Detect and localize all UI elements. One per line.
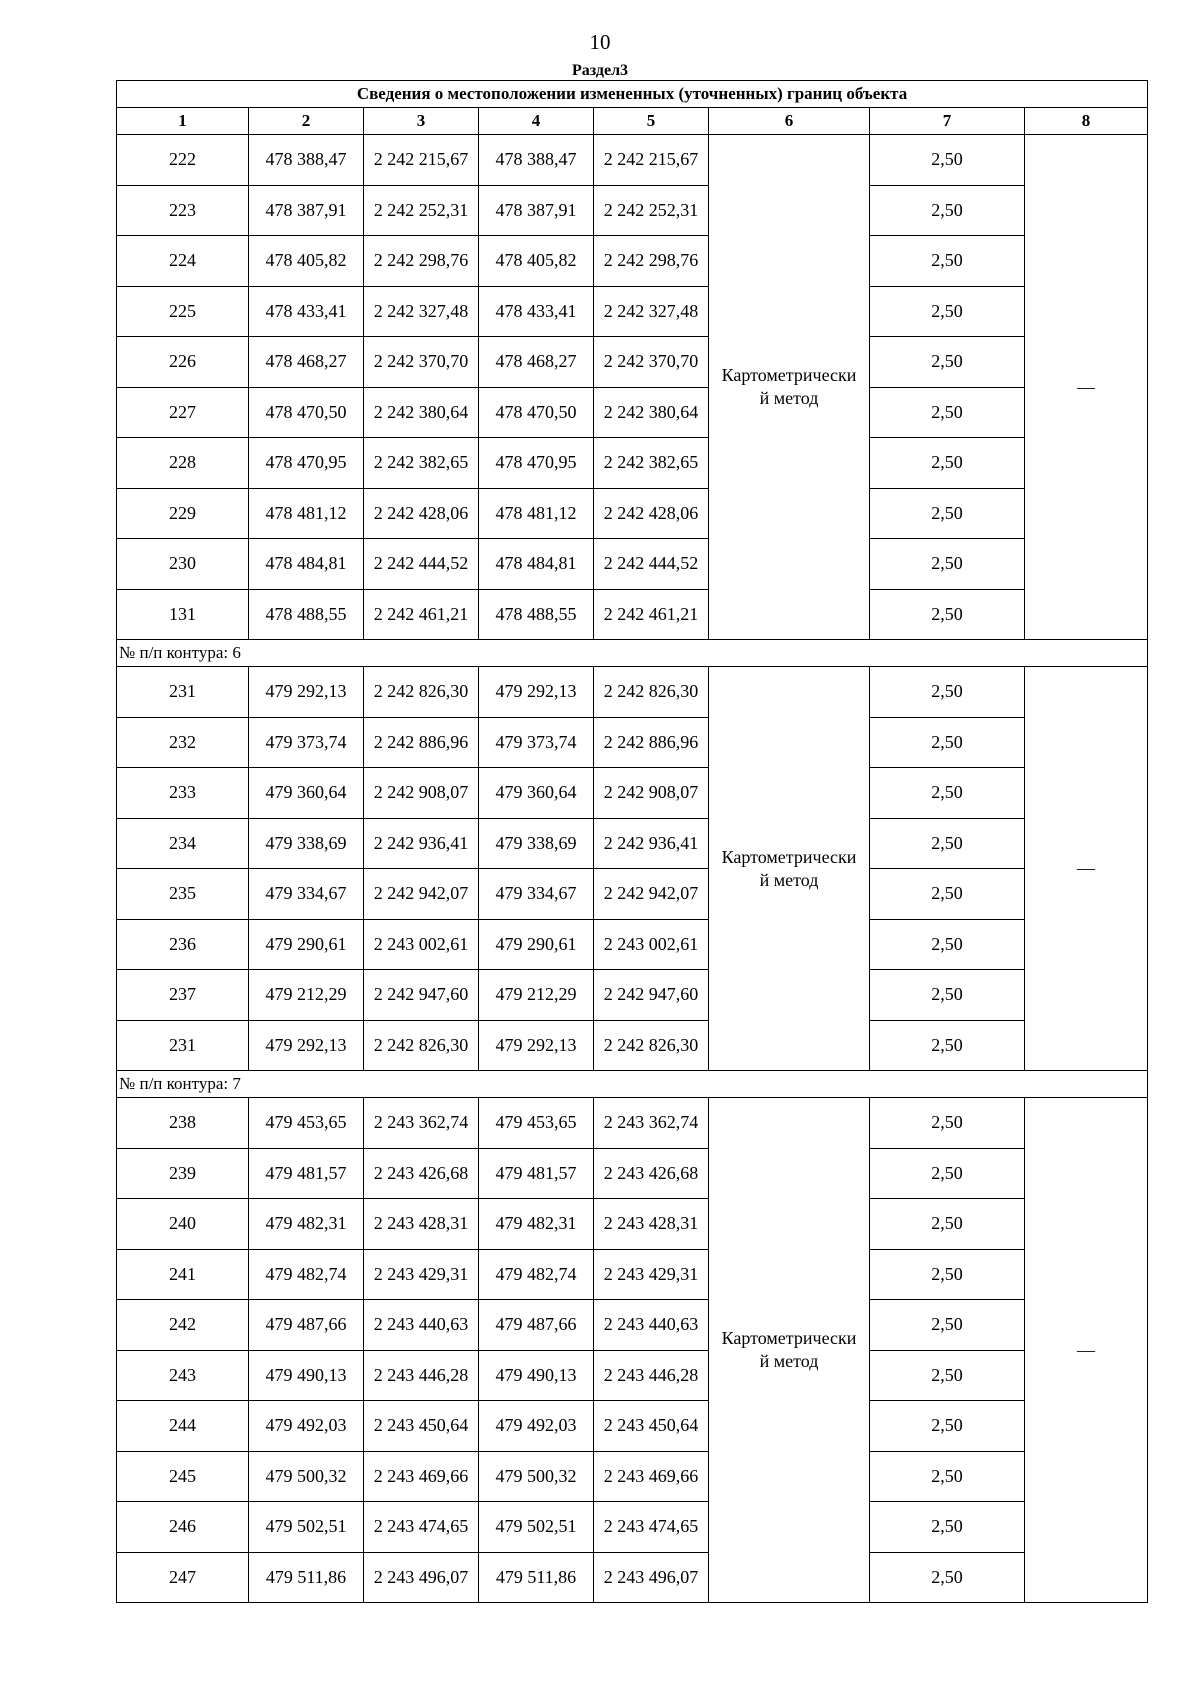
new-y-cell: 2 242 215,67 (594, 135, 709, 186)
existing-x-cell: 478 433,41 (249, 286, 364, 337)
existing-x-cell: 479 500,32 (249, 1451, 364, 1502)
existing-y-cell: 2 242 461,21 (364, 589, 479, 640)
accuracy-cell: 2,50 (870, 286, 1025, 337)
column-8-cell: — (1025, 667, 1148, 1071)
point-number-cell: 247 (117, 1552, 249, 1603)
new-x-cell: 478 405,82 (479, 236, 594, 287)
existing-x-cell: 479 334,67 (249, 869, 364, 920)
table-row (117, 1552, 1148, 1603)
new-x-cell: 479 338,69 (479, 818, 594, 869)
existing-y-cell: 2 243 474,65 (364, 1502, 479, 1553)
point-number-cell: 229 (117, 488, 249, 539)
new-x-cell: 479 292,13 (479, 667, 594, 718)
existing-y-cell: 2 243 469,66 (364, 1451, 479, 1502)
accuracy-cell: 2,50 (870, 236, 1025, 287)
point-number-cell: 234 (117, 818, 249, 869)
new-y-cell: 2 242 461,21 (594, 589, 709, 640)
table-row (117, 717, 1148, 768)
existing-x-cell: 479 212,29 (249, 970, 364, 1021)
table-row (117, 919, 1148, 970)
column-number: 7 (870, 108, 1025, 135)
point-number-cell: 241 (117, 1249, 249, 1300)
table-row (117, 1300, 1148, 1351)
existing-x-cell: 479 482,74 (249, 1249, 364, 1300)
section-title: Раздел3 (571, 62, 629, 79)
method-text-line: й метод (759, 388, 819, 408)
existing-y-cell: 2 242 936,41 (364, 818, 479, 869)
new-x-cell: 479 502,51 (479, 1502, 594, 1553)
method-cell (709, 1098, 870, 1603)
point-number-cell: 225 (117, 286, 249, 337)
new-y-cell: 2 242 252,31 (594, 185, 709, 236)
table-row (117, 1502, 1148, 1553)
existing-x-cell: 479 511,86 (249, 1552, 364, 1603)
existing-y-cell: 2 242 370,70 (364, 337, 479, 388)
new-x-cell: 478 433,41 (479, 286, 594, 337)
existing-x-cell: 478 470,95 (249, 438, 364, 489)
point-number-cell: 230 (117, 539, 249, 590)
table-row (117, 387, 1148, 438)
method-text-line: Картометрически (721, 365, 857, 385)
point-number-cell: 231 (117, 1020, 249, 1071)
table-row (117, 337, 1148, 388)
new-x-cell: 478 387,91 (479, 185, 594, 236)
existing-y-cell: 2 242 298,76 (364, 236, 479, 287)
existing-x-cell: 478 468,27 (249, 337, 364, 388)
method-text-line: й метод (759, 869, 819, 890)
new-y-cell: 2 242 370,70 (594, 337, 709, 388)
method-text-line: Картометрически (721, 1328, 857, 1348)
existing-x-cell: 479 373,74 (249, 717, 364, 768)
column-number: 6 (709, 108, 870, 135)
accuracy-cell: 2,50 (870, 185, 1025, 236)
accuracy-cell: 2,50 (870, 818, 1025, 869)
new-x-cell: 478 468,27 (479, 337, 594, 388)
table-row (117, 539, 1148, 590)
existing-y-cell: 2 243 446,28 (364, 1350, 479, 1401)
existing-y-cell: 2 242 380,64 (364, 387, 479, 438)
accuracy-cell: 2,50 (870, 438, 1025, 489)
new-x-cell: 479 453,65 (479, 1098, 594, 1149)
point-number-cell: 242 (117, 1300, 249, 1351)
existing-y-cell: 2 243 496,07 (364, 1552, 479, 1603)
accuracy-cell: 2,50 (870, 488, 1025, 539)
table-caption-row (117, 81, 1148, 108)
table-row (117, 135, 1148, 186)
existing-y-cell: 2 242 382,65 (364, 438, 479, 489)
point-number-cell: 239 (117, 1148, 249, 1199)
existing-y-cell: 2 243 362,74 (364, 1098, 479, 1149)
point-number-cell: 227 (117, 387, 249, 438)
existing-x-cell: 479 292,13 (249, 1020, 364, 1071)
new-y-cell: 2 242 327,48 (594, 286, 709, 337)
accuracy-cell: 2,50 (870, 768, 1025, 819)
existing-x-cell: 478 484,81 (249, 539, 364, 590)
table-row (117, 970, 1148, 1021)
existing-x-cell: 478 405,82 (249, 236, 364, 287)
new-x-cell: 479 482,31 (479, 1199, 594, 1250)
new-y-cell: 2 243 446,28 (594, 1350, 709, 1401)
new-x-cell: 478 470,50 (479, 387, 594, 438)
existing-x-cell: 479 502,51 (249, 1502, 364, 1553)
table-row (117, 1020, 1148, 1071)
new-x-cell: 479 290,61 (479, 919, 594, 970)
accuracy-cell: 2,50 (870, 1249, 1025, 1300)
existing-y-cell: 2 242 252,31 (364, 185, 479, 236)
existing-x-cell: 479 360,64 (249, 768, 364, 819)
existing-x-cell: 479 338,69 (249, 818, 364, 869)
column-8-cell: — (1025, 135, 1148, 640)
accuracy-cell: 2,50 (870, 1199, 1025, 1250)
accuracy-cell: 2,50 (870, 717, 1025, 768)
point-number-cell: 226 (117, 337, 249, 388)
new-y-cell: 2 242 936,41 (594, 818, 709, 869)
point-number-cell: 232 (117, 717, 249, 768)
accuracy-cell: 2,50 (870, 1552, 1025, 1603)
new-y-cell: 2 242 942,07 (594, 869, 709, 920)
new-x-cell: 479 482,74 (479, 1249, 594, 1300)
new-x-cell: 479 373,74 (479, 717, 594, 768)
existing-x-cell: 479 453,65 (249, 1098, 364, 1149)
new-y-cell: 2 242 826,30 (594, 1020, 709, 1071)
accuracy-cell: 2,50 (870, 1098, 1025, 1149)
contour-header-row (117, 1071, 1148, 1098)
new-x-cell: 479 487,66 (479, 1300, 594, 1351)
accuracy-cell: 2,50 (870, 1350, 1025, 1401)
point-number-cell: 238 (117, 1098, 249, 1149)
table-row (117, 1451, 1148, 1502)
new-y-cell: 2 242 382,65 (594, 438, 709, 489)
accuracy-cell: 2,50 (870, 1502, 1025, 1553)
existing-x-cell: 478 470,50 (249, 387, 364, 438)
column-number: 4 (479, 108, 594, 135)
point-number-cell: 246 (117, 1502, 249, 1553)
new-x-cell: 478 481,12 (479, 488, 594, 539)
table-row (117, 286, 1148, 337)
method-text-line: Картометрически (721, 846, 857, 867)
point-number-cell: 237 (117, 970, 249, 1021)
accuracy-cell: 2,50 (870, 667, 1025, 718)
table-row (117, 488, 1148, 539)
new-x-cell: 479 212,29 (479, 970, 594, 1021)
new-y-cell: 2 242 380,64 (594, 387, 709, 438)
table-row (117, 818, 1148, 869)
column-number: 2 (249, 108, 364, 135)
point-number-cell: 228 (117, 438, 249, 489)
existing-x-cell: 479 290,61 (249, 919, 364, 970)
table-row (117, 1350, 1148, 1401)
accuracy-cell: 2,50 (870, 387, 1025, 438)
accuracy-cell: 2,50 (870, 1451, 1025, 1502)
new-x-cell: 478 388,47 (479, 135, 594, 186)
point-number-cell: 222 (117, 135, 249, 186)
table-row (117, 1199, 1148, 1250)
point-number-cell: 236 (117, 919, 249, 970)
method-cell (709, 667, 870, 1071)
page-number: 10 (589, 30, 611, 54)
new-x-cell: 478 488,55 (479, 589, 594, 640)
accuracy-cell: 2,50 (870, 1401, 1025, 1452)
existing-y-cell: 2 243 428,31 (364, 1199, 479, 1250)
existing-x-cell: 478 388,47 (249, 135, 364, 186)
point-number-cell: 235 (117, 869, 249, 920)
point-number-cell: 231 (117, 667, 249, 718)
column-number: 5 (594, 108, 709, 135)
new-y-cell: 2 243 002,61 (594, 919, 709, 970)
accuracy-cell: 2,50 (870, 589, 1025, 640)
existing-y-cell: 2 242 826,30 (364, 1020, 479, 1071)
table-row (117, 185, 1148, 236)
existing-y-cell: 2 242 215,67 (364, 135, 479, 186)
existing-x-cell: 479 481,57 (249, 1148, 364, 1199)
table-body (117, 135, 1148, 1603)
new-y-cell: 2 243 496,07 (594, 1552, 709, 1603)
existing-y-cell: 2 242 942,07 (364, 869, 479, 920)
table-row (117, 589, 1148, 640)
existing-y-cell: 2 243 429,31 (364, 1249, 479, 1300)
method-text-line: й метод (759, 1351, 819, 1371)
existing-y-cell: 2 242 327,48 (364, 286, 479, 337)
existing-y-cell: 2 242 908,07 (364, 768, 479, 819)
new-x-cell: 479 511,86 (479, 1552, 594, 1603)
accuracy-cell: 2,50 (870, 919, 1025, 970)
point-number-cell: 131 (117, 589, 249, 640)
table-caption: Сведения о местоположении измененных (уточненных) границ объекта (117, 81, 1148, 108)
existing-x-cell: 479 482,31 (249, 1199, 364, 1250)
existing-y-cell: 2 242 826,30 (364, 667, 479, 718)
accuracy-cell: 2,50 (870, 539, 1025, 590)
table-row (117, 438, 1148, 489)
accuracy-cell: 2,50 (870, 1300, 1025, 1351)
column-8-cell: — (1025, 1098, 1148, 1603)
existing-x-cell: 479 490,13 (249, 1350, 364, 1401)
existing-y-cell: 2 242 444,52 (364, 539, 479, 590)
point-number-cell: 244 (117, 1401, 249, 1452)
existing-x-cell: 479 492,03 (249, 1401, 364, 1452)
existing-y-cell: 2 243 002,61 (364, 919, 479, 970)
new-y-cell: 2 242 908,07 (594, 768, 709, 819)
accuracy-cell: 2,50 (870, 1020, 1025, 1071)
new-y-cell: 2 242 947,60 (594, 970, 709, 1021)
table-row (117, 1098, 1148, 1149)
method-cell (709, 135, 870, 640)
table-row (117, 1401, 1148, 1452)
existing-y-cell: 2 243 440,63 (364, 1300, 479, 1351)
new-x-cell: 478 470,95 (479, 438, 594, 489)
point-number-cell: 243 (117, 1350, 249, 1401)
new-x-cell: 479 500,32 (479, 1451, 594, 1502)
existing-x-cell: 478 488,55 (249, 589, 364, 640)
accuracy-cell: 2,50 (870, 135, 1025, 186)
new-y-cell: 2 243 450,64 (594, 1401, 709, 1452)
accuracy-cell: 2,50 (870, 869, 1025, 920)
new-y-cell: 2 243 469,66 (594, 1451, 709, 1502)
accuracy-cell: 2,50 (870, 970, 1025, 1021)
existing-x-cell: 478 481,12 (249, 488, 364, 539)
existing-y-cell: 2 242 428,06 (364, 488, 479, 539)
point-number-cell: 240 (117, 1199, 249, 1250)
existing-y-cell: 2 242 947,60 (364, 970, 479, 1021)
column-number-row (117, 108, 1148, 135)
new-y-cell: 2 242 886,96 (594, 717, 709, 768)
table-row (117, 667, 1148, 718)
new-y-cell: 2 243 440,63 (594, 1300, 709, 1351)
table-row (117, 236, 1148, 287)
coordinates-table (116, 80, 1148, 1603)
contour-label: № п/п контура: 7 (117, 1071, 1148, 1098)
table-row (117, 1148, 1148, 1199)
point-number-cell: 224 (117, 236, 249, 287)
new-x-cell: 478 484,81 (479, 539, 594, 590)
point-number-cell: 233 (117, 768, 249, 819)
new-x-cell: 479 481,57 (479, 1148, 594, 1199)
contour-label: № п/п контура: 6 (117, 640, 1148, 667)
new-y-cell: 2 243 474,65 (594, 1502, 709, 1553)
column-number: 3 (364, 108, 479, 135)
contour-header-row (117, 640, 1148, 667)
column-number: 1 (117, 108, 249, 135)
new-x-cell: 479 292,13 (479, 1020, 594, 1071)
accuracy-cell: 2,50 (870, 1148, 1025, 1199)
accuracy-cell: 2,50 (870, 337, 1025, 388)
existing-y-cell: 2 243 426,68 (364, 1148, 479, 1199)
column-number: 8 (1025, 108, 1148, 135)
point-number-cell: 245 (117, 1451, 249, 1502)
new-y-cell: 2 243 428,31 (594, 1199, 709, 1250)
new-x-cell: 479 492,03 (479, 1401, 594, 1452)
existing-y-cell: 2 242 886,96 (364, 717, 479, 768)
existing-x-cell: 479 487,66 (249, 1300, 364, 1351)
new-y-cell: 2 242 428,06 (594, 488, 709, 539)
new-y-cell: 2 243 362,74 (594, 1098, 709, 1149)
new-x-cell: 479 490,13 (479, 1350, 594, 1401)
table-row (117, 1249, 1148, 1300)
table-row (117, 768, 1148, 819)
new-y-cell: 2 243 426,68 (594, 1148, 709, 1199)
new-x-cell: 479 360,64 (479, 768, 594, 819)
existing-y-cell: 2 243 450,64 (364, 1401, 479, 1452)
existing-x-cell: 479 292,13 (249, 667, 364, 718)
point-number-cell: 223 (117, 185, 249, 236)
new-y-cell: 2 242 444,52 (594, 539, 709, 590)
new-y-cell: 2 243 429,31 (594, 1249, 709, 1300)
new-y-cell: 2 242 826,30 (594, 667, 709, 718)
new-y-cell: 2 242 298,76 (594, 236, 709, 287)
table-row (117, 869, 1148, 920)
new-x-cell: 479 334,67 (479, 869, 594, 920)
existing-x-cell: 478 387,91 (249, 185, 364, 236)
